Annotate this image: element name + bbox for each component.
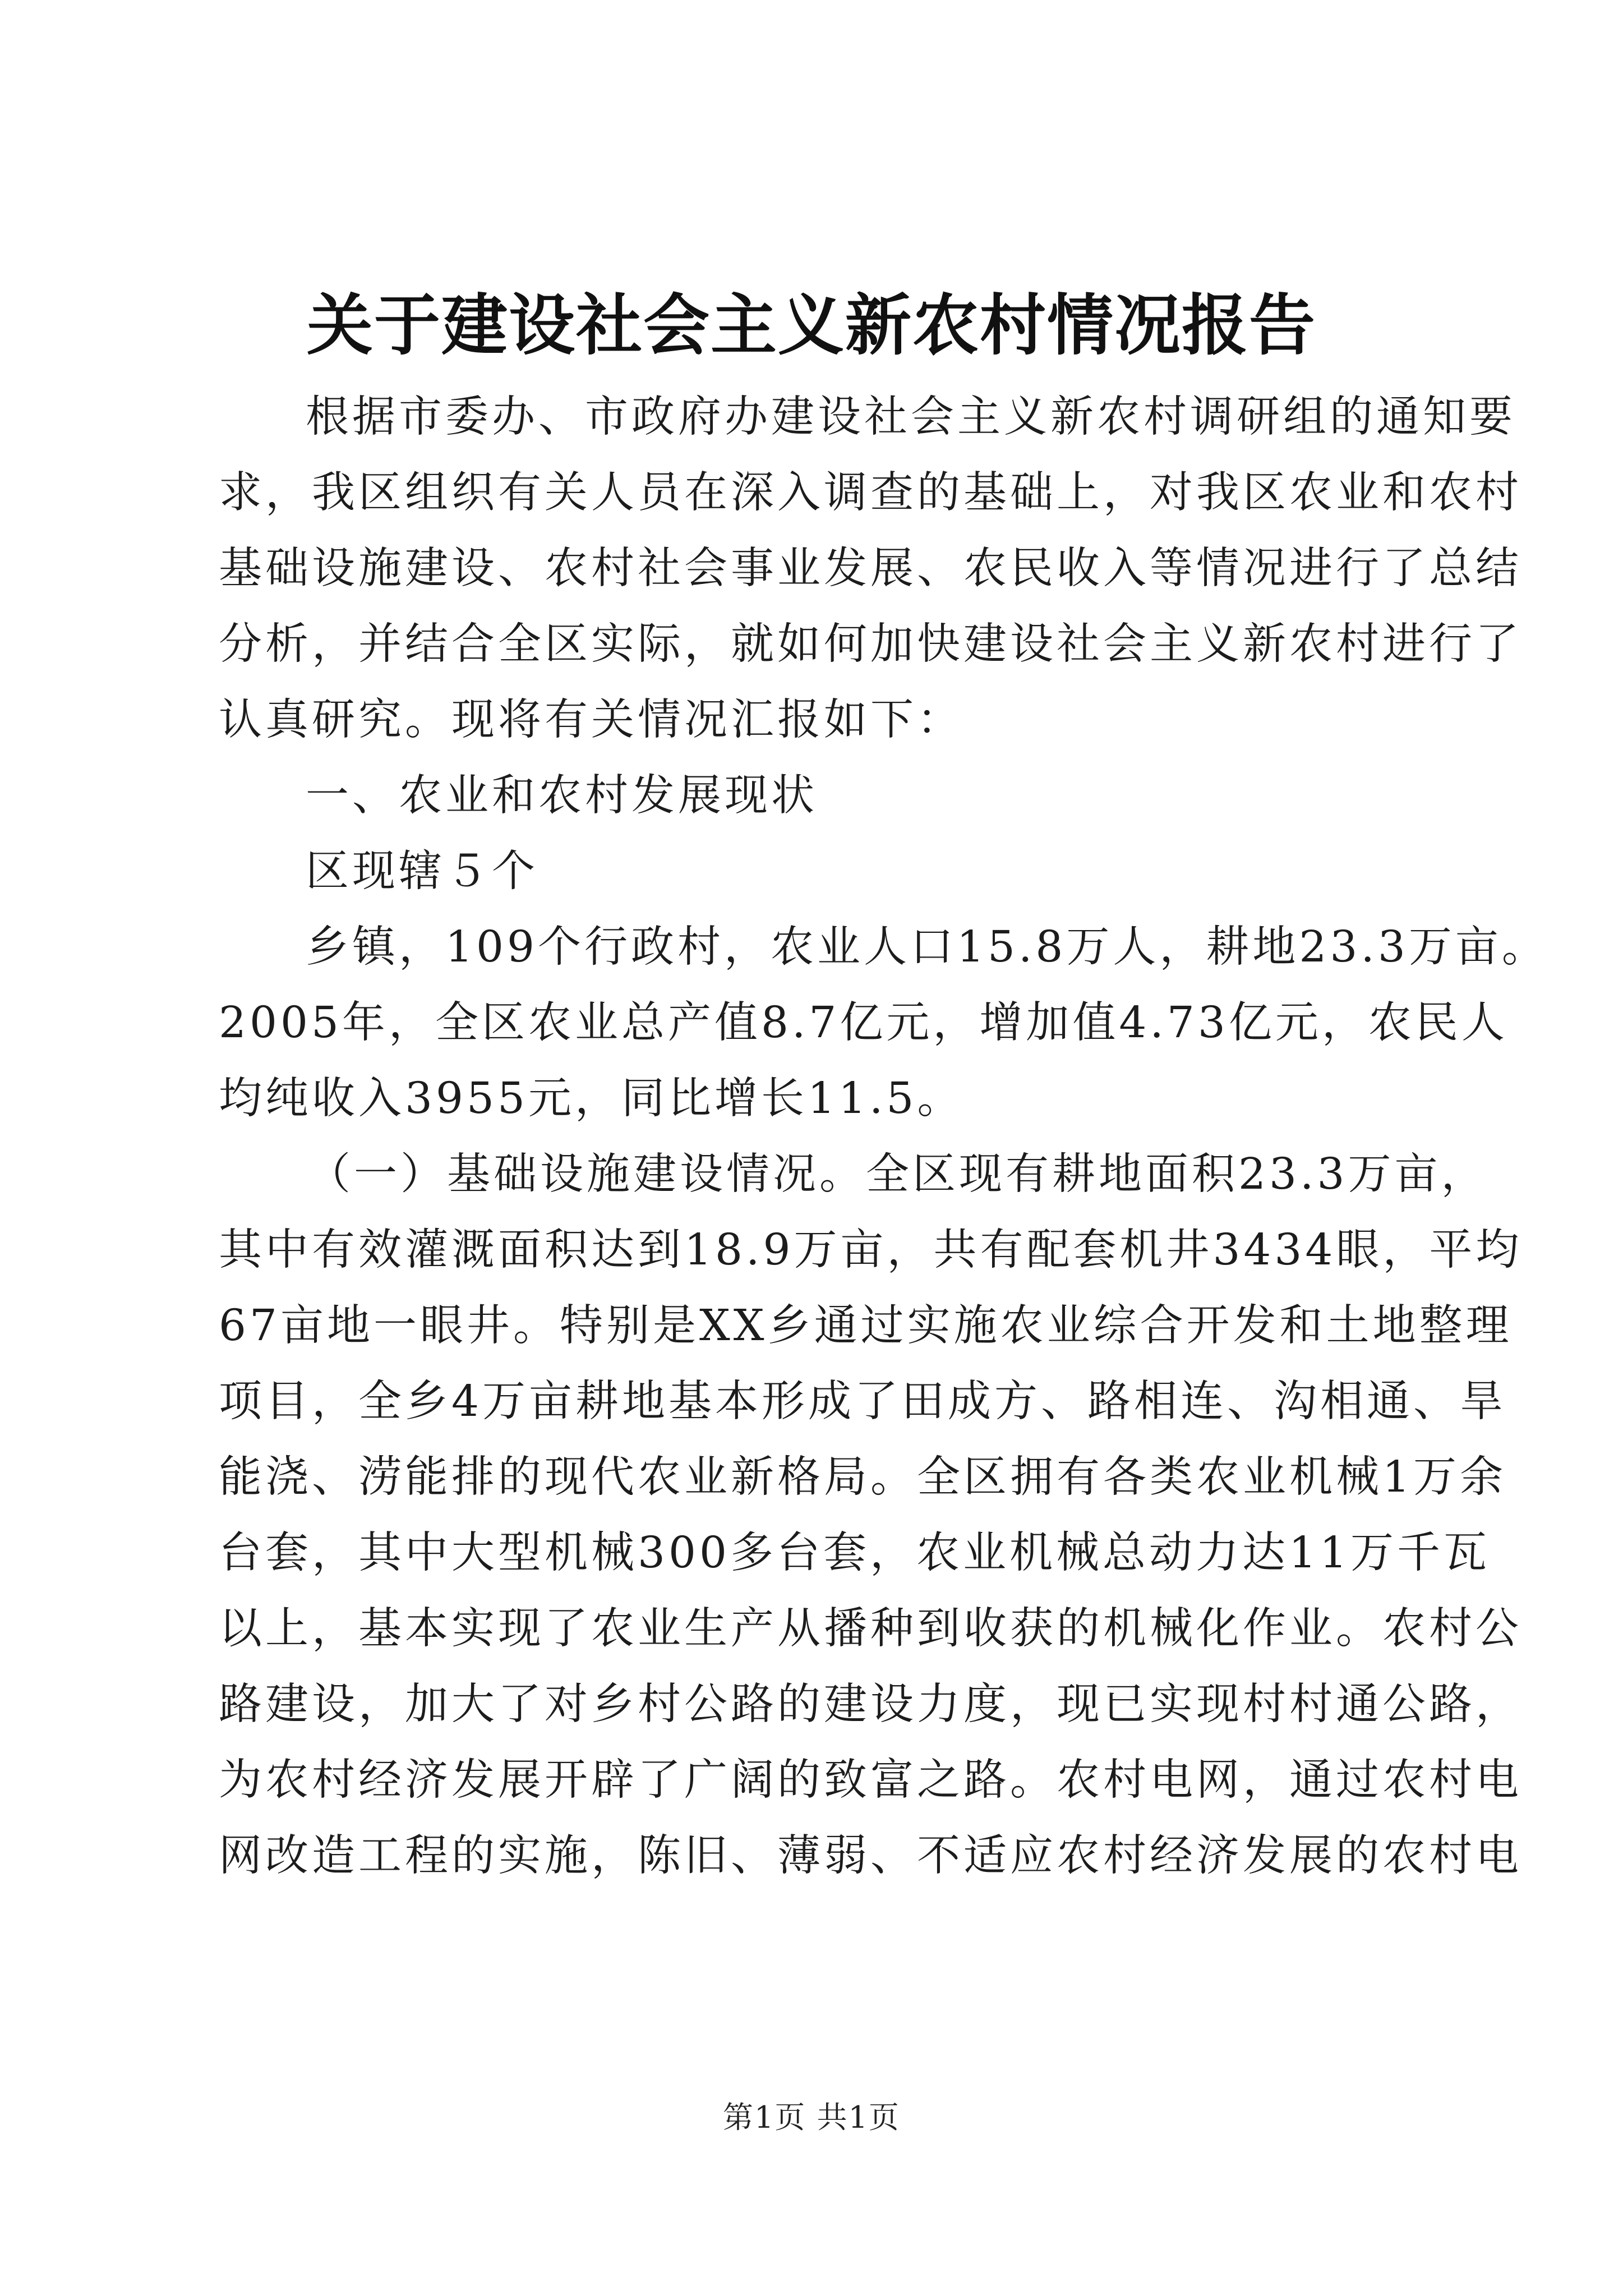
document-title: 关于建设社会主义新农村情况报告: [306, 286, 1316, 364]
body-line-5: 认真研究。现将有关情况汇报如下：: [219, 695, 963, 745]
body-line-1: 根据市委办、市政府办建设社会主义新农村调研组的通知要: [306, 392, 1516, 442]
body-line-13: 67亩地一眼井。特别是XX乡通过实施农业综合开发和土地整理: [219, 1301, 1513, 1351]
body-line-18: 路建设，加大了对乡村公路的建设力度，现已实现村村通公路，: [219, 1680, 1522, 1729]
body-line-2: 求，我区组织有关人员在深入调查的基础上，对我区农业和农村: [219, 468, 1522, 518]
body-line-7: 区现辖５个: [306, 846, 538, 896]
body-line-19: 为农村经济发展开辟了广阔的致富之路。农村电网，通过农村电: [219, 1755, 1522, 1805]
page-number-footer: 第1页 共1页: [723, 2100, 900, 2135]
body-line-10: 均纯收入3955元，同比增长11.5。: [219, 1074, 964, 1124]
body-line-15: 能浇、涝能排的现代农业新格局。全区拥有各类农业机械1万余: [219, 1452, 1506, 1502]
body-line-12: 其中有效灌溉面积达到18.9万亩，共有配套机井3434眼，平均: [219, 1225, 1523, 1275]
body-line-17: 以上，基本实现了农业生产从播种到收获的机械化作业。农村公: [219, 1604, 1522, 1654]
body-line-4: 分析，并结合全区实际，就如何加快建设社会主义新农村进行了: [219, 619, 1522, 669]
section-heading-1: 一、农业和农村发展现状: [306, 771, 818, 821]
body-line-9: 2005年，全区农业总产值8.7亿元，增加值4.73亿元，农民人: [219, 998, 1508, 1048]
body-line-8: 乡镇，109个行政村，农业人口15.8万人，耕地23.3万亩。: [306, 922, 1548, 972]
body-line-3: 基础设施建设、农村社会事业发展、农民收入等情况进行了总结: [219, 544, 1522, 593]
body-line-14: 项目，全乡4万亩耕地基本形成了田成方、路相连、沟相通、旱: [219, 1377, 1506, 1427]
body-line-16: 台套，其中大型机械300多台套，农业机械总动力达11万千瓦: [219, 1528, 1490, 1578]
subsection-line-1: （一）基础设施建设情况。全区现有耕地面积23.3万亩，: [307, 1149, 1488, 1199]
body-line-20: 网改造工程的实施，陈旧、薄弱、不适应农村经济发展的农村电: [219, 1831, 1522, 1881]
